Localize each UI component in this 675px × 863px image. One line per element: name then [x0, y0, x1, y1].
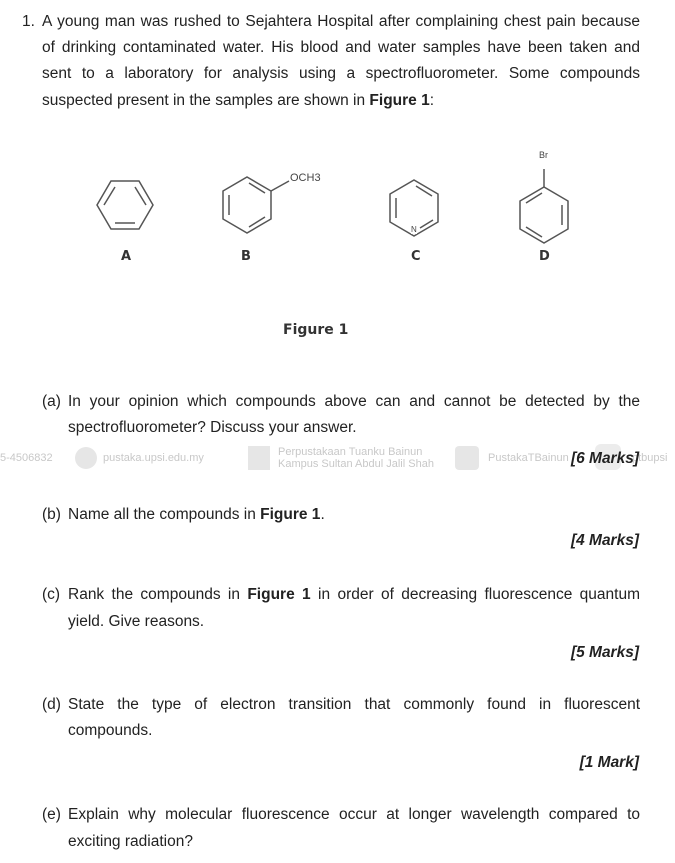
- intro-line-3: sent to a laboratory for analysis using a spectrofluorometer. Some compounds: [42, 65, 640, 82]
- intro-end: :: [429, 92, 435, 109]
- part-c-text: Rank the compounds in: [68, 586, 248, 603]
- part-a-id: (a): [42, 393, 61, 410]
- watermark-web: pustaka.upsi.edu.my: [103, 452, 204, 464]
- part-b-marks: [4 Marks]: [570, 532, 639, 549]
- watermark-twitter: PustakaTBainun: [488, 452, 569, 464]
- part-b-id: (b): [42, 506, 61, 523]
- part-e-line-2: exciting radiation?: [68, 833, 193, 850]
- figure-ref: Figure 1: [369, 92, 430, 109]
- part-a-line-2: spectrofluorometer? Discuss your answer.: [68, 419, 357, 436]
- bromobenzene-structure-d: [520, 169, 568, 243]
- part-a-marks: [6 Marks]: [570, 450, 639, 467]
- part-b-line-1: [68, 502, 325, 528]
- benzene-structure-a: [97, 181, 153, 229]
- och3-label: OCH3: [290, 172, 321, 184]
- twitter-icon: [455, 446, 479, 470]
- part-c-figure-ref: Figure 1: [247, 586, 311, 603]
- intro-line-4: [42, 88, 434, 114]
- part-c-marks: [5 Marks]: [570, 644, 639, 661]
- intro-line-1: A young man was rushed to Sejahtera Hospital after complaining chest pain because: [42, 13, 640, 30]
- part-c-line-1: [68, 582, 640, 608]
- globe-icon: [75, 447, 97, 469]
- watermark-lib2: Kampus Sultan Abdul Jalil Shah: [278, 458, 434, 470]
- watermark-insta: ptbupsi: [632, 452, 668, 464]
- intro-text: suspected present in the samples are shown in: [42, 92, 370, 109]
- part-d-line-2: compounds.: [68, 722, 153, 739]
- part-d-marks: [1 Mark]: [579, 754, 639, 771]
- part-a-line-1: In your opinion which compounds above can and cannot be detected by the: [68, 393, 640, 410]
- compound-label-d: D: [539, 249, 550, 264]
- facebook-icon: [248, 446, 270, 470]
- nitrogen-label: N: [411, 225, 417, 234]
- question-number: 1.: [22, 13, 35, 30]
- anisole-structure-b: [223, 177, 289, 233]
- part-b-text: Name all the compounds in: [68, 506, 261, 523]
- watermark-lib1: Perpustakaan Tuanku Bainun: [278, 446, 423, 458]
- br-label: Br: [539, 150, 548, 160]
- intro-line-2: of drinking contaminated water. His blood and water samples have been taken and: [42, 39, 640, 56]
- part-c-line-2: yield. Give reasons.: [68, 613, 205, 630]
- part-e-line-1: Explain why molecular fluorescence occur at longer wavelength compared to: [68, 806, 640, 823]
- compound-structures: [0, 140, 675, 250]
- part-d-line-1: State the type of electron transition that commonly found in fluorescent: [68, 696, 640, 713]
- part-c-id: (c): [42, 586, 61, 603]
- part-c-text-2: in order of decreasing fluorescence quantum: [310, 586, 641, 603]
- figure-caption: Figure 1: [283, 322, 349, 338]
- compound-label-a: A: [121, 249, 132, 264]
- compound-label-c: C: [411, 249, 421, 264]
- compound-label-b: B: [241, 249, 251, 264]
- part-d-id: (d): [42, 696, 61, 713]
- watermark-phone: 5-4506832: [0, 452, 53, 464]
- part-e-id: (e): [42, 806, 61, 823]
- part-b-end: .: [320, 506, 325, 523]
- part-b-figure-ref: Figure 1: [260, 506, 321, 523]
